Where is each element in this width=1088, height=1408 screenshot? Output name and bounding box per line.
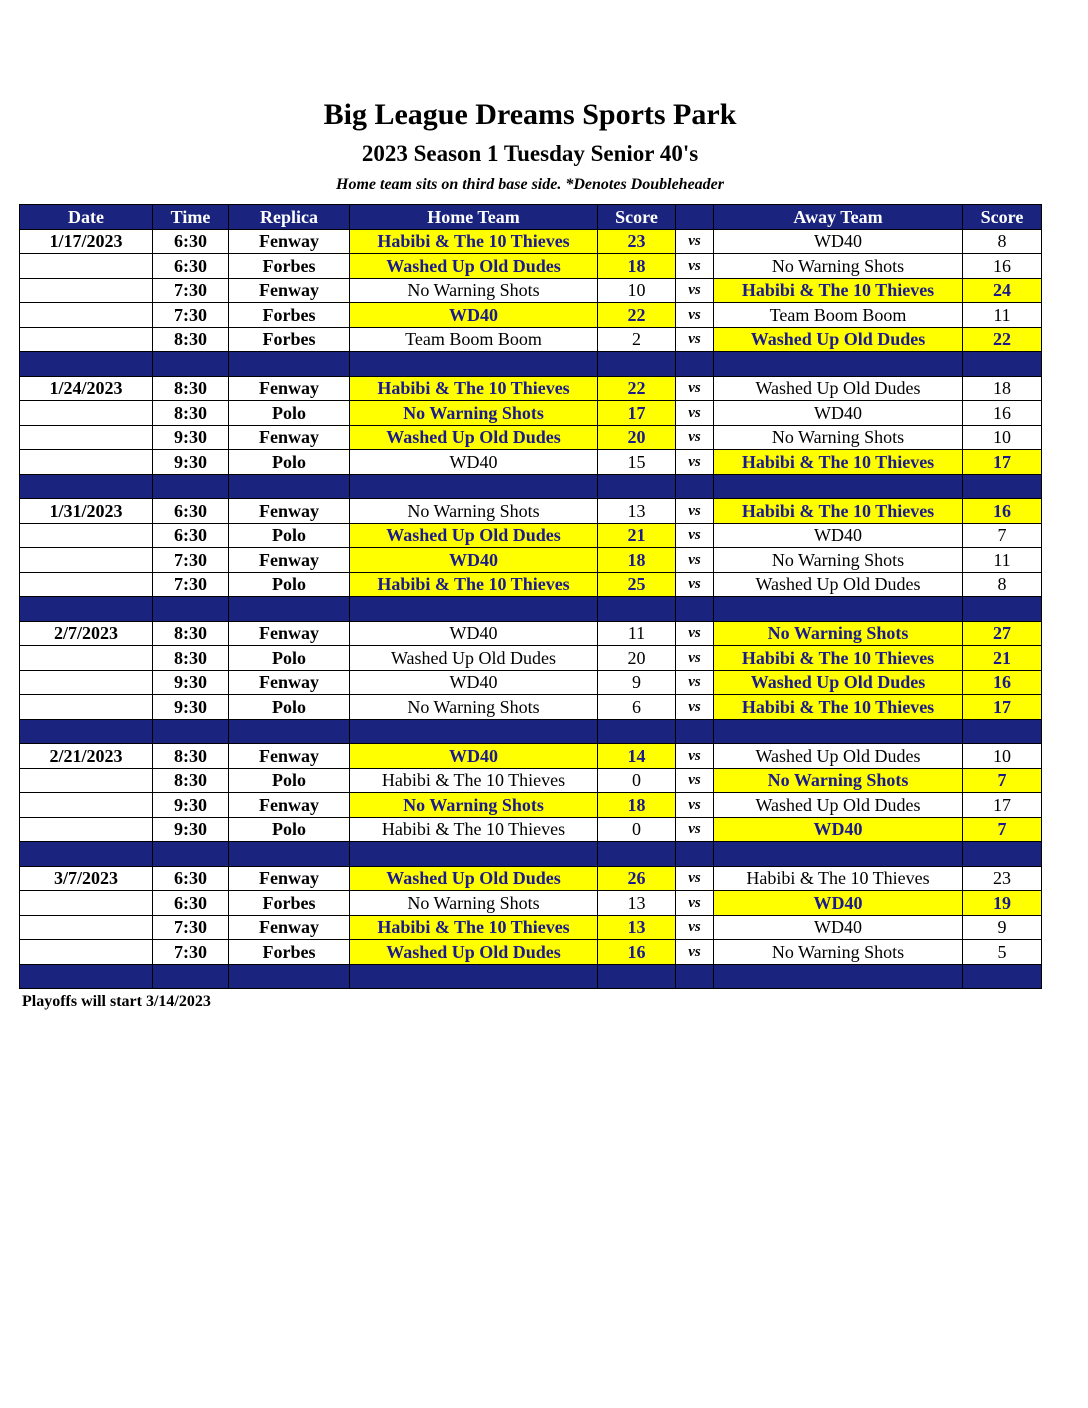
game-field: Fenway [229,866,350,891]
game-time: 7:30 [153,548,229,573]
vs-label: vs [676,229,714,254]
home-team: WD40 [350,670,598,695]
separator-cell [676,964,714,989]
vs-label: vs [676,891,714,916]
game-time: 9:30 [153,793,229,818]
vs-label: vs [676,744,714,769]
game-date [20,572,153,597]
vs-label: vs [676,695,714,720]
game-time: 7:30 [153,940,229,965]
away-team: No Warning Shots [714,425,963,450]
separator-cell [963,597,1042,622]
page-title: Big League Dreams Sports Park [323,98,737,131]
game-row [20,278,1042,303]
home-score: 18 [598,254,676,279]
game-row [20,425,1042,450]
game-row [20,793,1042,818]
game-date: 3/7/2023 [20,866,153,891]
game-date: 2/7/2023 [20,621,153,646]
home-score: 0 [598,768,676,793]
col-header-away-team: Away Team [714,205,963,230]
game-time: 6:30 [153,254,229,279]
away-team: No Warning Shots [714,940,963,965]
separator-cell [229,964,350,989]
home-score: 21 [598,523,676,548]
away-score: 24 [963,278,1042,303]
game-time: 7:30 [153,915,229,940]
vs-label: vs [676,376,714,401]
game-row [20,744,1042,769]
away-score: 7 [963,768,1042,793]
away-team: Habibi & The 10 Thieves [714,499,963,524]
game-time: 8:30 [153,646,229,671]
game-date: 1/31/2023 [20,499,153,524]
separator-cell [963,719,1042,744]
game-row [20,891,1042,916]
home-team: WD40 [350,744,598,769]
game-time: 6:30 [153,229,229,254]
game-time: 8:30 [153,621,229,646]
separator-cell [598,352,676,377]
home-team: Washed Up Old Dudes [350,866,598,891]
game-date: 2/21/2023 [20,744,153,769]
col-header-home-score: Score [598,205,676,230]
week-separator [20,474,1042,499]
home-score: 20 [598,425,676,450]
game-row [20,621,1042,646]
game-row [20,327,1042,352]
separator-cell [153,964,229,989]
week-separator [20,597,1042,622]
vs-label: vs [676,523,714,548]
game-date [20,303,153,328]
home-score: 17 [598,401,676,426]
game-date [20,646,153,671]
game-row [20,303,1042,328]
col-header-date: Date [20,205,153,230]
vs-label: vs [676,670,714,695]
away-score: 9 [963,915,1042,940]
game-field: Polo [229,572,350,597]
col-header-away-score: Score [963,205,1042,230]
game-time: 6:30 [153,523,229,548]
home-score: 18 [598,548,676,573]
separator-cell [153,842,229,867]
game-date [20,891,153,916]
game-field: Fenway [229,548,350,573]
home-score: 13 [598,915,676,940]
home-score: 10 [598,278,676,303]
away-score: 17 [963,695,1042,720]
game-time: 9:30 [153,817,229,842]
game-date [20,670,153,695]
vs-label: vs [676,499,714,524]
separator-cell [598,842,676,867]
game-row [20,376,1042,401]
away-score: 10 [963,744,1042,769]
home-team: Team Boom Boom [350,327,598,352]
away-score: 18 [963,376,1042,401]
home-team: Habibi & The 10 Thieves [350,768,598,793]
game-time: 7:30 [153,572,229,597]
separator-cell [598,964,676,989]
home-team: No Warning Shots [350,401,598,426]
separator-cell [229,719,350,744]
home-score: 22 [598,303,676,328]
game-time: 6:30 [153,866,229,891]
separator-cell [676,842,714,867]
separator-cell [153,719,229,744]
separator-cell [153,597,229,622]
away-score: 8 [963,572,1042,597]
home-score: 2 [598,327,676,352]
away-score: 27 [963,621,1042,646]
away-score: 7 [963,523,1042,548]
separator-cell [153,352,229,377]
game-row [20,646,1042,671]
game-row [20,670,1042,695]
away-team: Habibi & The 10 Thieves [714,646,963,671]
game-time: 8:30 [153,744,229,769]
vs-label: vs [676,940,714,965]
home-score: 0 [598,817,676,842]
game-field: Polo [229,401,350,426]
away-score: 17 [963,793,1042,818]
game-row [20,523,1042,548]
away-team: Habibi & The 10 Thieves [714,450,963,475]
away-score: 16 [963,670,1042,695]
game-field: Polo [229,450,350,475]
game-field: Polo [229,523,350,548]
game-row [20,572,1042,597]
vs-label: vs [676,278,714,303]
away-team: Team Boom Boom [714,303,963,328]
separator-cell [963,474,1042,499]
col-header-time: Time [153,205,229,230]
home-team: Washed Up Old Dudes [350,523,598,548]
game-field: Fenway [229,229,350,254]
vs-label: vs [676,572,714,597]
home-team: WD40 [350,450,598,475]
game-time: 8:30 [153,768,229,793]
home-team: Habibi & The 10 Thieves [350,376,598,401]
week-separator [20,719,1042,744]
home-team: Washed Up Old Dudes [350,425,598,450]
separator-cell [20,352,153,377]
away-team: No Warning Shots [714,768,963,793]
game-date: 1/17/2023 [20,229,153,254]
week-separator [20,842,1042,867]
away-team: WD40 [714,817,963,842]
game-date [20,450,153,475]
home-team: Habibi & The 10 Thieves [350,915,598,940]
away-team: No Warning Shots [714,548,963,573]
away-team: Washed Up Old Dudes [714,744,963,769]
home-team: No Warning Shots [350,695,598,720]
home-score: 6 [598,695,676,720]
separator-cell [350,719,598,744]
game-time: 8:30 [153,327,229,352]
separator-cell [350,352,598,377]
separator-cell [598,474,676,499]
separator-cell [20,719,153,744]
game-row [20,695,1042,720]
game-date [20,940,153,965]
separator-cell [963,964,1042,989]
away-score: 19 [963,891,1042,916]
game-row [20,229,1042,254]
away-score: 22 [963,327,1042,352]
schedule-note: Home team sits on third base side. *Denotes Doubleheader [336,176,724,193]
away-team: No Warning Shots [714,254,963,279]
home-team: Habibi & The 10 Thieves [350,817,598,842]
home-score: 13 [598,499,676,524]
game-field: Forbes [229,940,350,965]
home-score: 26 [598,866,676,891]
away-team: Washed Up Old Dudes [714,670,963,695]
vs-label: vs [676,768,714,793]
vs-label: vs [676,425,714,450]
away-score: 16 [963,401,1042,426]
page-subtitle: 2023 Season 1 Tuesday Senior 40's [361,141,699,166]
game-row [20,915,1042,940]
separator-cell [20,597,153,622]
schedule-body [20,229,1042,989]
away-score: 5 [963,940,1042,965]
game-time: 9:30 [153,695,229,720]
col-header-vs [676,205,714,230]
away-score: 17 [963,450,1042,475]
game-time: 7:30 [153,303,229,328]
away-score: 23 [963,866,1042,891]
vs-label: vs [676,548,714,573]
home-score: 18 [598,793,676,818]
home-score: 16 [598,940,676,965]
away-team: WD40 [714,401,963,426]
game-field: Fenway [229,744,350,769]
game-field: Polo [229,695,350,720]
separator-cell [598,719,676,744]
separator-cell [598,597,676,622]
separator-cell [963,842,1042,867]
header-row [20,205,1042,230]
separator-cell [350,597,598,622]
home-score: 23 [598,229,676,254]
away-team: No Warning Shots [714,621,963,646]
home-team: Washed Up Old Dudes [350,646,598,671]
separator-cell [229,597,350,622]
separator-cell [963,352,1042,377]
separator-cell [20,842,153,867]
game-time: 9:30 [153,425,229,450]
game-time: 8:30 [153,401,229,426]
game-field: Fenway [229,425,350,450]
home-team: Habibi & The 10 Thieves [350,572,598,597]
separator-cell [714,719,963,744]
away-score: 16 [963,499,1042,524]
separator-cell [714,352,963,377]
game-row [20,768,1042,793]
away-team: WD40 [714,523,963,548]
game-field: Fenway [229,670,350,695]
away-team: WD40 [714,891,963,916]
game-date [20,915,153,940]
separator-cell [676,352,714,377]
game-field: Polo [229,817,350,842]
game-time: 6:30 [153,499,229,524]
game-field: Fenway [229,621,350,646]
game-field: Fenway [229,793,350,818]
vs-label: vs [676,817,714,842]
home-team: No Warning Shots [350,499,598,524]
separator-cell [350,964,598,989]
game-date [20,327,153,352]
game-date [20,548,153,573]
game-row [20,450,1042,475]
game-time: 9:30 [153,670,229,695]
game-field: Forbes [229,303,350,328]
away-team: Washed Up Old Dudes [714,793,963,818]
game-field: Forbes [229,891,350,916]
home-score: 14 [598,744,676,769]
home-score: 11 [598,621,676,646]
away-score: 8 [963,229,1042,254]
home-team: No Warning Shots [350,891,598,916]
game-field: Forbes [229,327,350,352]
game-row [20,254,1042,279]
game-row [20,548,1042,573]
separator-cell [714,842,963,867]
vs-label: vs [676,621,714,646]
game-field: Fenway [229,499,350,524]
playoffs-note: Playoffs will start 3/14/2023 [22,993,211,1010]
game-time: 9:30 [153,450,229,475]
away-team: Habibi & The 10 Thieves [714,866,963,891]
away-score: 7 [963,817,1042,842]
away-team: Washed Up Old Dudes [714,572,963,597]
vs-label: vs [676,646,714,671]
away-score: 11 [963,548,1042,573]
separator-cell [676,719,714,744]
home-team: WD40 [350,548,598,573]
away-team: WD40 [714,915,963,940]
game-date: 1/24/2023 [20,376,153,401]
away-score: 11 [963,303,1042,328]
game-date [20,695,153,720]
vs-label: vs [676,327,714,352]
away-team: WD40 [714,229,963,254]
schedule-table [19,204,1042,989]
separator-cell [229,474,350,499]
separator-cell [676,597,714,622]
game-time: 6:30 [153,891,229,916]
separator-cell [714,964,963,989]
home-score: 9 [598,670,676,695]
game-field: Forbes [229,254,350,279]
game-date [20,425,153,450]
vs-label: vs [676,915,714,940]
separator-cell [229,352,350,377]
separator-cell [229,842,350,867]
home-score: 13 [598,891,676,916]
game-date [20,768,153,793]
separator-cell [350,842,598,867]
week-separator [20,352,1042,377]
home-team: Habibi & The 10 Thieves [350,229,598,254]
separator-cell [153,474,229,499]
vs-label: vs [676,866,714,891]
away-score: 16 [963,254,1042,279]
separator-cell [714,597,963,622]
game-field: Fenway [229,278,350,303]
separator-cell [350,474,598,499]
away-score: 10 [963,425,1042,450]
home-team: Washed Up Old Dudes [350,254,598,279]
game-time: 7:30 [153,278,229,303]
game-row [20,940,1042,965]
week-separator [20,964,1042,989]
game-row [20,866,1042,891]
game-field: Fenway [229,376,350,401]
vs-label: vs [676,254,714,279]
game-row [20,499,1042,524]
game-date [20,523,153,548]
vs-label: vs [676,401,714,426]
away-team: Habibi & The 10 Thieves [714,695,963,720]
game-date [20,793,153,818]
game-row [20,401,1042,426]
col-header-replica: Replica [229,205,350,230]
away-score: 21 [963,646,1042,671]
game-field: Polo [229,768,350,793]
home-team: Washed Up Old Dudes [350,940,598,965]
home-score: 25 [598,572,676,597]
game-date [20,254,153,279]
game-time: 8:30 [153,376,229,401]
separator-cell [20,474,153,499]
away-team: Washed Up Old Dudes [714,376,963,401]
vs-label: vs [676,450,714,475]
col-header-home-team: Home Team [350,205,598,230]
home-score: 15 [598,450,676,475]
game-date [20,401,153,426]
game-date [20,817,153,842]
vs-label: vs [676,303,714,328]
separator-cell [714,474,963,499]
separator-cell [676,474,714,499]
home-team: WD40 [350,621,598,646]
separator-cell [20,964,153,989]
home-team: No Warning Shots [350,793,598,818]
game-date [20,278,153,303]
away-team: Habibi & The 10 Thieves [714,278,963,303]
home-score: 20 [598,646,676,671]
game-field: Fenway [229,915,350,940]
home-team: No Warning Shots [350,278,598,303]
game-row [20,817,1042,842]
home-team: WD40 [350,303,598,328]
vs-label: vs [676,793,714,818]
away-team: Washed Up Old Dudes [714,327,963,352]
game-field: Polo [229,646,350,671]
home-score: 22 [598,376,676,401]
